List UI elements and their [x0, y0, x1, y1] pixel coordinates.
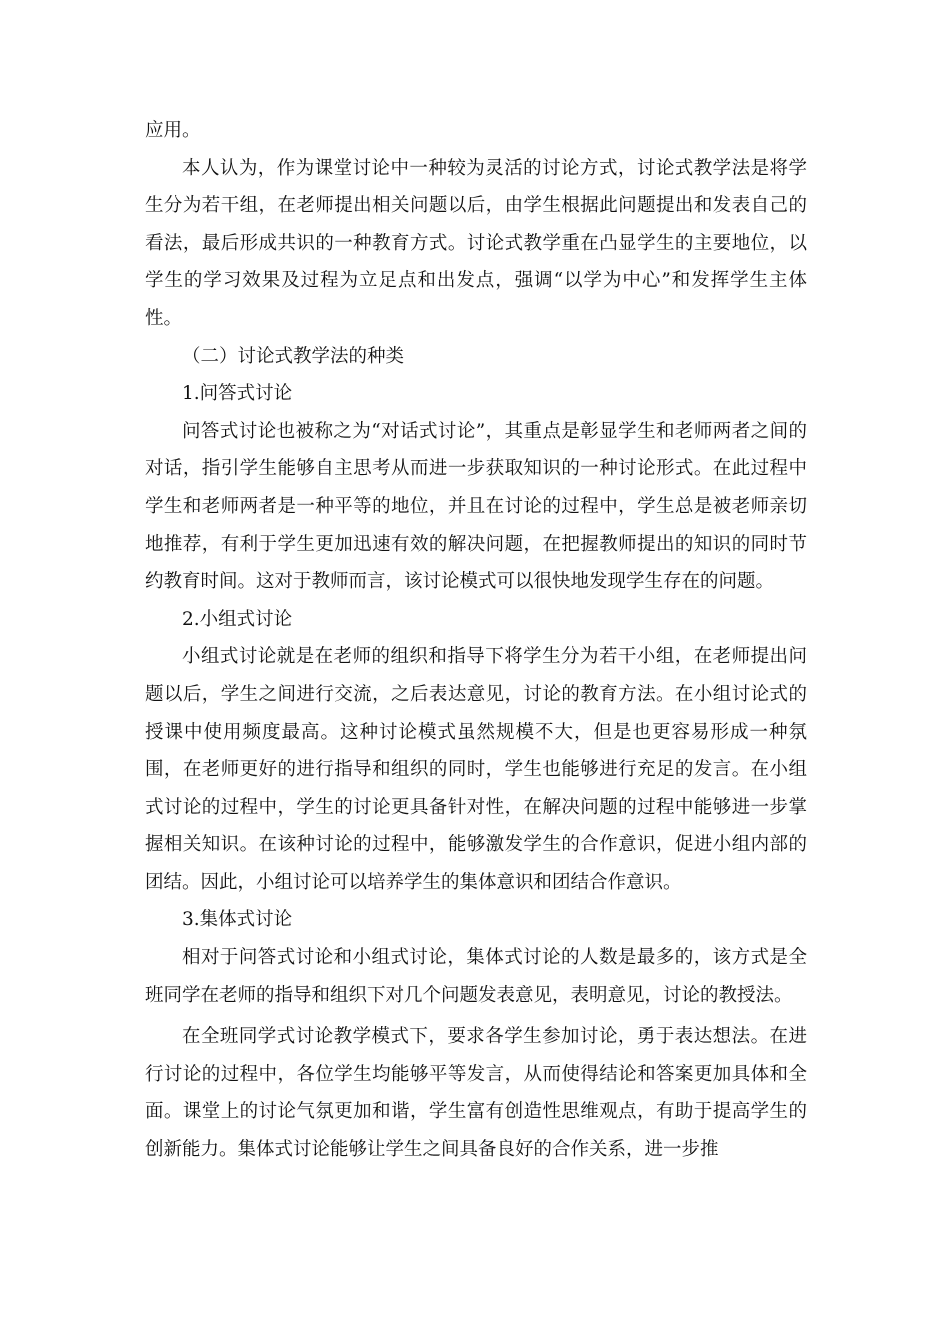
- paragraph-qa-discussion: 问答式讨论也被称之为“对话式讨论”，其重点是彰显学生和老师两者之间的对话，指引学生能够自主思考从而进一步获取知识的一种讨论形式。在此过程中学生和老师两者是一种平等的地位，并且在讨论的过程中，学生总是被老师亲切地推荐，有利于学生更加迅速有效的解决问题，在把握教师提出的知识的同时节约教育时间。这对于教师而言，该讨论模式可以很快地发现学生存在的问题。: [145, 420, 807, 593]
- document-body: [145, 112, 807, 1169]
- section-heading-types: （二）讨论式教学法的种类: [182, 345, 405, 367]
- paragraph-continuation: 应用。: [145, 120, 201, 141]
- subheading-qa-discussion: 1.问答式讨论: [182, 383, 293, 405]
- subheading-group-discussion: 2.小组式讨论: [182, 608, 293, 630]
- paragraph-collective-discussion: 相对于问答式讨论和小组式讨论，集体式讨论的人数是最多的，该方式是全班同学在老师的指导和组织下对几个问题发表意见，表明意见，讨论的教授法。: [145, 947, 807, 1006]
- paragraph-definition: 本人认为，作为课堂讨论中一种较为灵活的讨论方式，讨论式教学法是将学生分为若干组，在老师提出相关问题以后，由学生根据此问题提出和发表自己的看法，最后形成共识的一种教育方式。讨论式教学重在凸显学生的主要地位，以学生的学习效果及过程为立足点和出发点，强调“以学为中心”和发挥学生主体性。: [145, 157, 807, 329]
- paragraph-group-discussion: 小组式讨论就是在老师的组织和指导下将学生分为若干小组，在老师提出问题以后，学生之间进行交流，之后表达意见，讨论的教育方法。在小组讨论式的授课中使用频度最高。这种讨论模式虽然规模不大，但是也更容易形成一种氛围，在老师更好的进行指导和组织的同时，学生也能够进行充足的发言。在小组式讨论的过程中，学生的讨论更具备针对性，在解决问题的过程中能够进一步掌握相关知识。在该种讨论的过程中，能够激发学生的合作意识，促进小组内部的团结。因此，小组讨论可以培养学生的集体意识和团结合作意识。: [145, 646, 807, 893]
- paragraph-class-discussion: 在全班同学式讨论教学模式下，要求各学生参加讨论，勇于表达想法。在进行讨论的过程中，各位学生均能够平等发言，从而使得结论和答案更加具体和全面。课堂上的讨论气氛更加和谐，学生富有创造性思维观点，有助于提高学生的创新能力。集体式讨论能够让学生之间具备良好的合作关系，进一步推: [145, 1026, 807, 1161]
- subheading-collective-discussion: 3.集体式讨论: [182, 909, 293, 931]
